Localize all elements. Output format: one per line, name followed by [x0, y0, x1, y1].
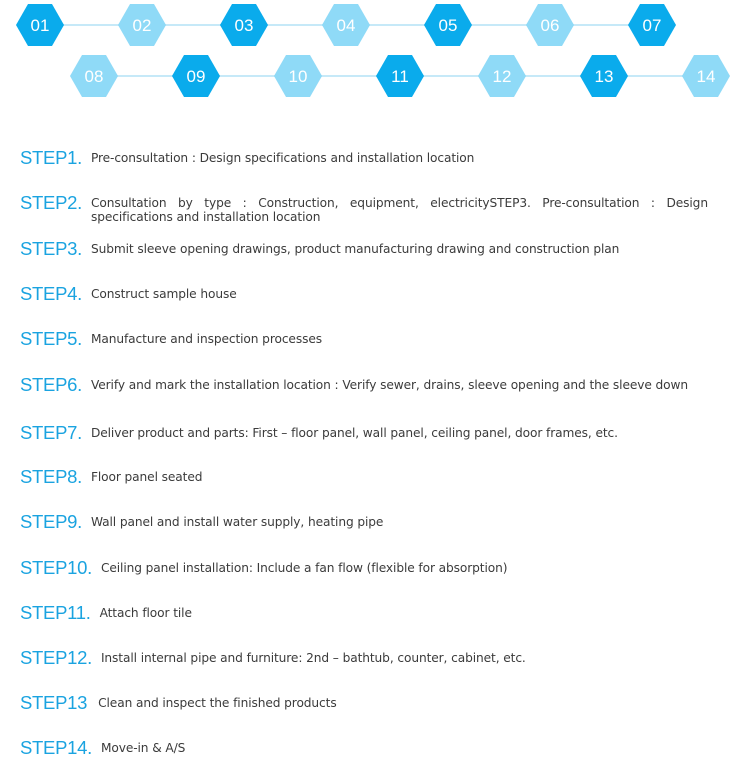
- step-hexagon-01: [16, 4, 64, 46]
- step-description: Ceiling panel installation: Include a fan flow (flexible for absorption): [100, 561, 508, 575]
- step-label: STEP11.: [20, 602, 91, 623]
- step-row-1: [20, 148, 474, 168]
- step-description: Deliver product and parts: First – floor panel, wall panel, ceiling panel, door frames, etc.: [90, 426, 618, 440]
- step-row-8: [20, 467, 202, 487]
- step-description: Manufacture and inspection processes: [90, 332, 322, 346]
- step-description: Consultation by type : Construction, equipment, electricitySTEP3. Pre-consultation : Design specifications and installation location: [90, 196, 708, 224]
- step-row-10: [20, 558, 507, 578]
- process-timeline: [0, 0, 744, 110]
- step-label: STEP4.: [20, 283, 82, 304]
- step-row-2: [20, 193, 708, 224]
- step-description: Submit sleeve opening drawings, product manufacturing drawing and construction plan: [90, 242, 620, 256]
- hexagon-number: 14: [696, 67, 716, 86]
- step-row-6: [20, 375, 688, 395]
- step-hexagon-10: [274, 55, 322, 97]
- step-row-3: [20, 239, 619, 259]
- step-hexagon-03: [220, 4, 268, 46]
- step-label: STEP10.: [20, 557, 92, 578]
- step-hexagon-04: [322, 4, 370, 46]
- step-description: Verify and mark the installation location : Verify sewer, drains, sleeve opening and the sleeve down: [90, 378, 689, 392]
- step-label: STEP7.: [20, 422, 82, 443]
- step-hexagon-07: [628, 4, 676, 46]
- hexagon-number: 09: [186, 67, 206, 86]
- step-row-13: [20, 693, 337, 713]
- step-row-12: [20, 648, 526, 668]
- step-label: STEP3.: [20, 238, 82, 259]
- step-hexagon-08: [70, 55, 118, 97]
- hexagon-number: 06: [540, 16, 560, 35]
- step-label: STEP6.: [20, 374, 82, 395]
- step-hexagon-02: [118, 4, 166, 46]
- step-label: STEP13: [20, 692, 88, 713]
- step-hexagon-06: [526, 4, 574, 46]
- step-hexagon-05: [424, 4, 472, 46]
- hexagon-number: 03: [234, 16, 254, 35]
- hexagon-number: 08: [84, 67, 104, 86]
- hexagon-number: 01: [30, 16, 50, 35]
- hexagon-number: 10: [288, 67, 308, 86]
- step-row-5: [20, 329, 322, 349]
- step-description: Install internal pipe and furniture: 2nd – bathtub, counter, cabinet, etc.: [100, 651, 526, 665]
- step-label: STEP8.: [20, 466, 82, 487]
- step-description: Clean and inspect the finished products: [98, 696, 337, 710]
- step-label: STEP1.: [20, 147, 82, 168]
- hexagon-number: 13: [594, 67, 614, 86]
- step-description: Wall panel and install water supply, heating pipe: [90, 515, 384, 529]
- step-row-14: [20, 738, 185, 758]
- step-description: Attach floor tile: [99, 606, 192, 620]
- step-label: STEP5.: [20, 328, 82, 349]
- step-hexagon-11: [376, 55, 424, 97]
- step-hexagon-09: [172, 55, 220, 97]
- step-row-4: [20, 284, 237, 304]
- step-label: STEP2.: [20, 192, 82, 213]
- step-description: Pre-consultation : Design specifications and installation location: [90, 151, 475, 165]
- step-row-9: [20, 512, 383, 532]
- step-hexagon-12: [478, 55, 526, 97]
- step-description: Move-in & A/S: [100, 741, 186, 755]
- step-row-7: [20, 423, 618, 443]
- step-hexagon-14: [682, 55, 730, 97]
- step-label: STEP14.: [20, 737, 92, 758]
- step-label: STEP12.: [20, 647, 92, 668]
- step-label: STEP9.: [20, 511, 82, 532]
- hexagon-number: 12: [492, 67, 512, 86]
- hexagon-number: 05: [438, 16, 458, 35]
- step-hexagon-13: [580, 55, 628, 97]
- hexagon-number: 07: [642, 16, 662, 35]
- hexagon-number: 02: [132, 16, 152, 35]
- hexagon-number: 11: [391, 67, 409, 86]
- hexagon-number: 04: [336, 16, 356, 35]
- step-row-11: [20, 603, 192, 623]
- step-description: Construct sample house: [90, 287, 237, 301]
- step-description: Floor panel seated: [90, 470, 203, 484]
